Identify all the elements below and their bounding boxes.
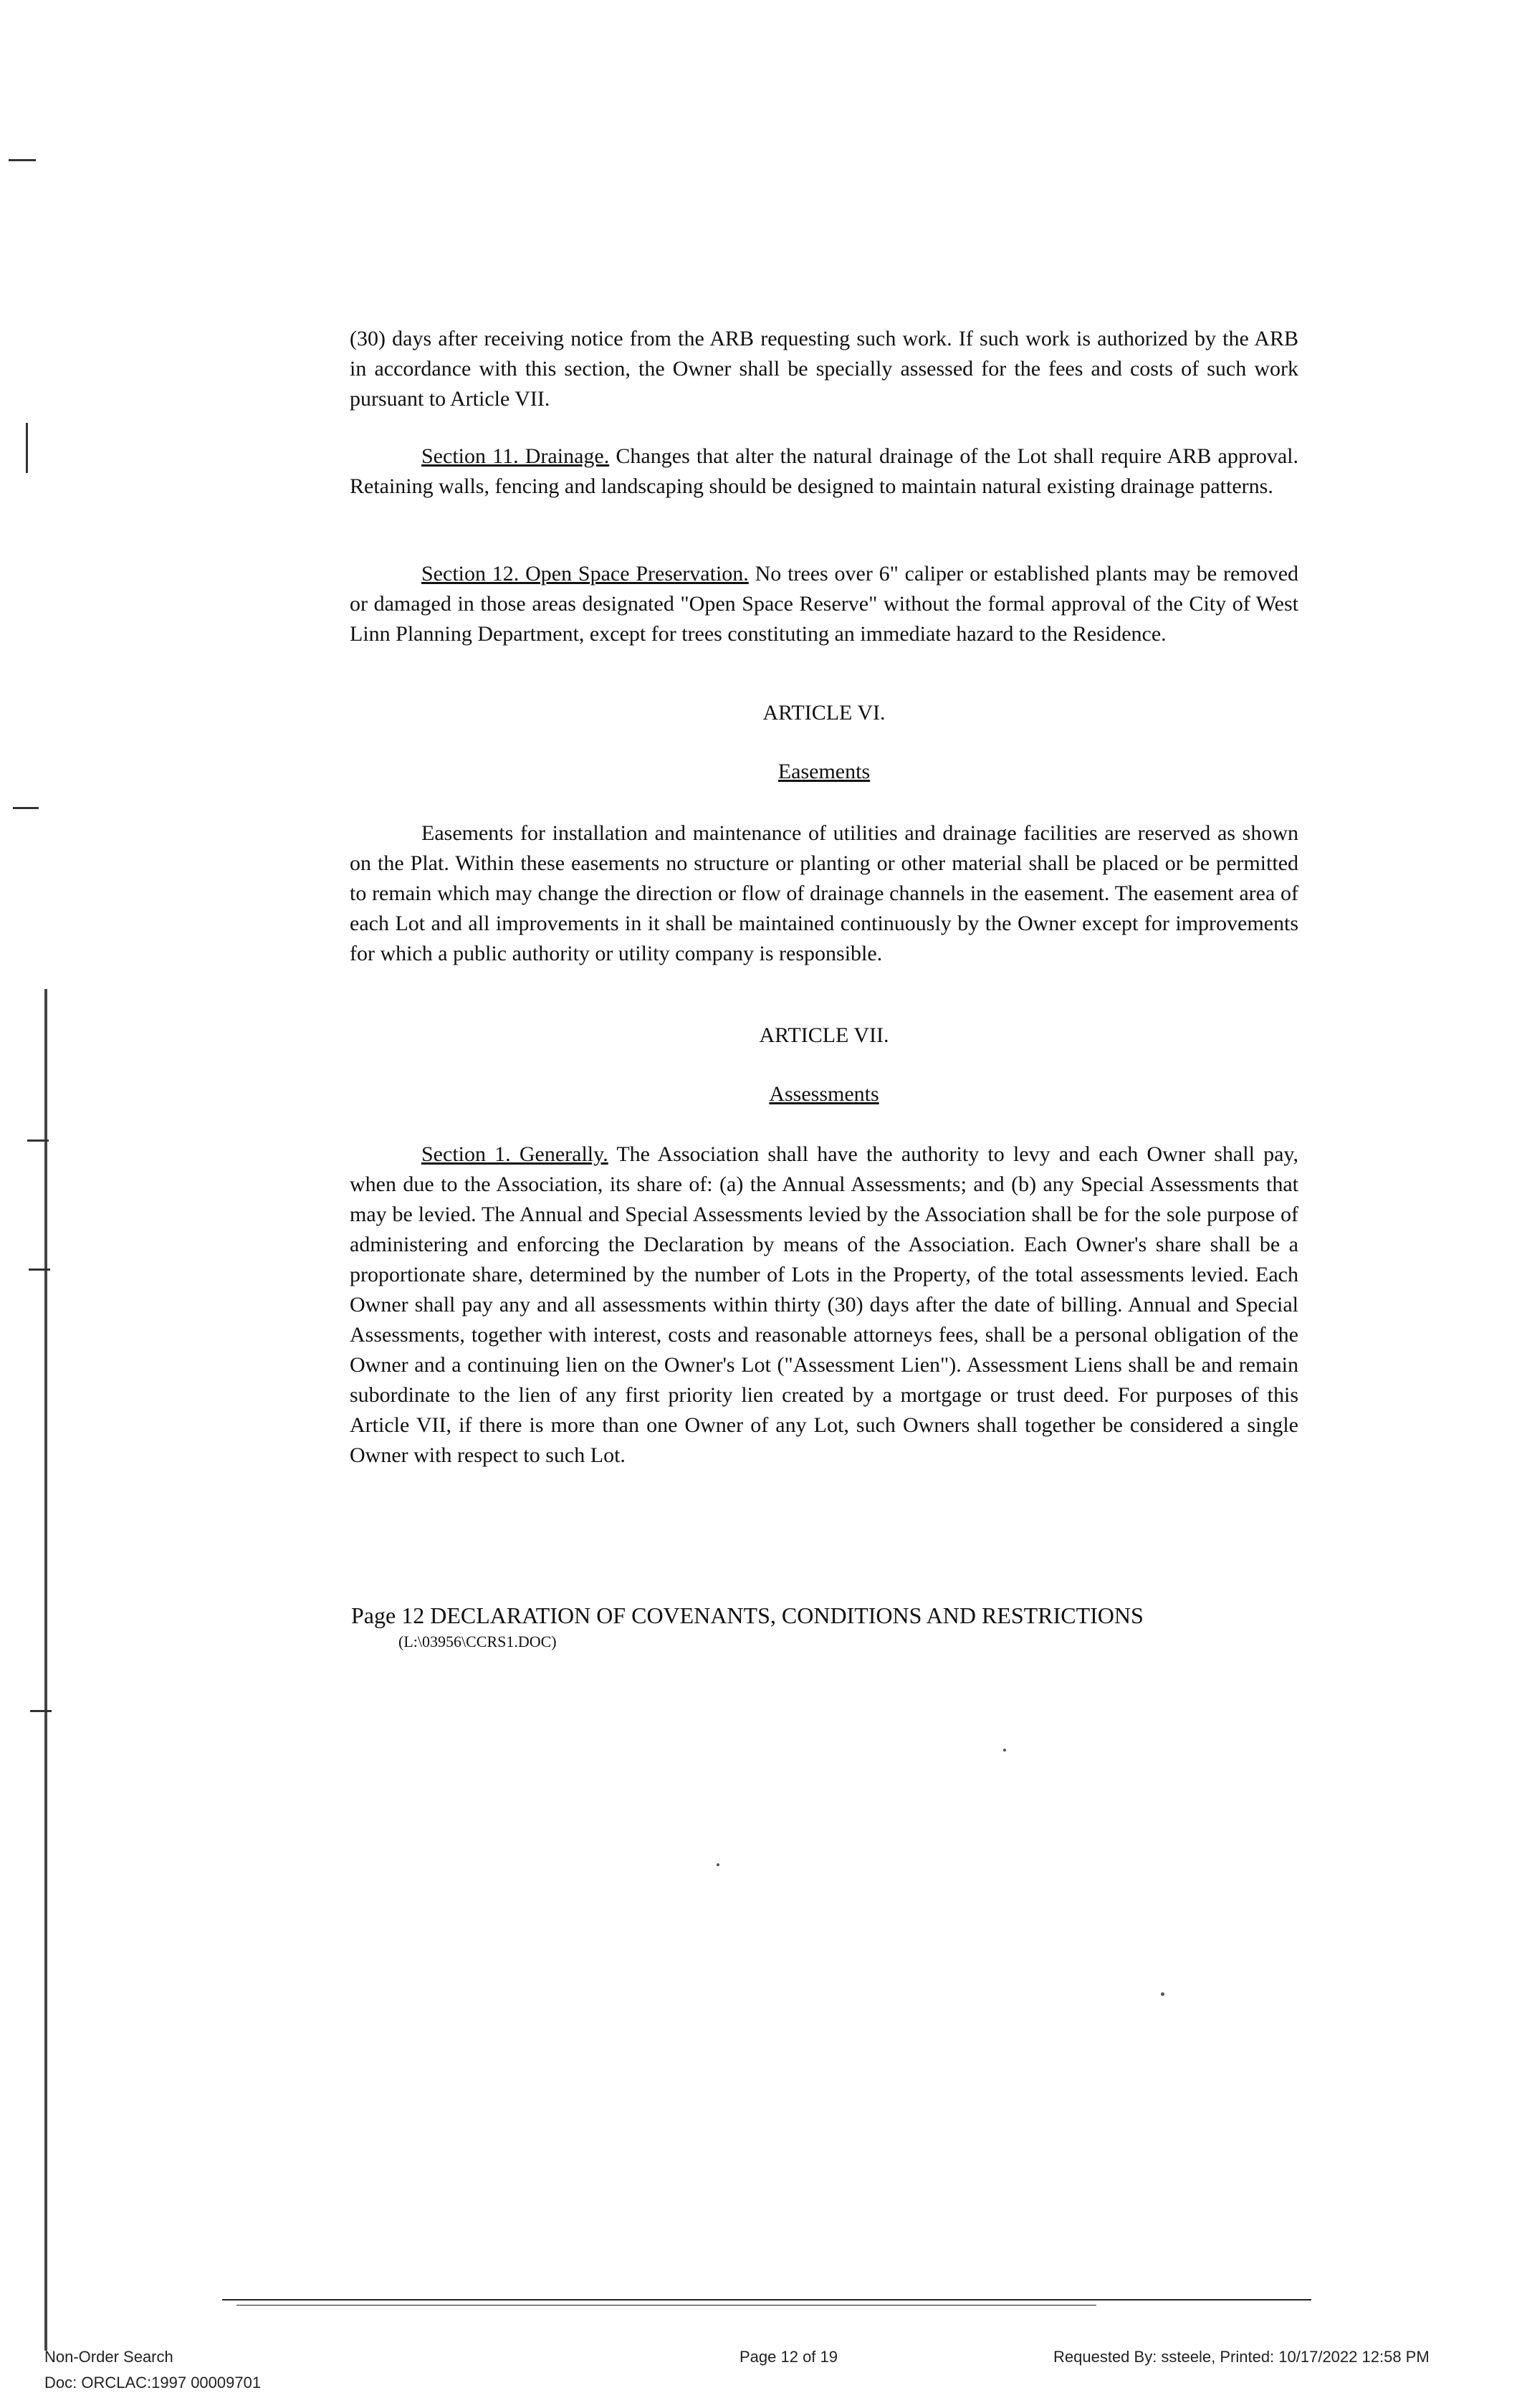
section-12-body: No trees over 6" caliper or established plants may be removed or damaged in those areas designated "Open Space Reserve" without the formal approval of the City of West Linn Planning Department, except for trees constituting an immediate hazard to the Residence.: [350, 562, 1299, 646]
scan-speck: [1161, 1992, 1164, 1996]
scan-mark: [27, 1140, 49, 1142]
scan-mark: [13, 807, 39, 809]
page-footer-file-ref: (L:\03956\CCRS1.DOC): [398, 1633, 557, 1650]
scan-mark: [26, 423, 28, 473]
section-12-heading: Section 12. Open Space Preservation.: [421, 562, 749, 586]
footer-rule: [236, 2305, 1096, 2306]
section-12-paragraph: [350, 559, 1298, 649]
article-7-title: ARTICLE VII.: [759, 1023, 889, 1047]
scan-speck: [717, 1863, 719, 1866]
article-7-section-1-body: The Association shall have the authority to levy and each Owner shall pay, when due to the Association, its share of: (a) the Annual Assessments; and (b) any Special Assessments that may be levied. The Annual and Special Assessments levied by the Association shall be for the sole purpose of administering and enforcing the Declaration by means of the Association. Each Owner's share shall be a proportionate share, determined by the number of Lots in the Property, of the total assessments levied. Each Owner shall pay any and all assessments within thirty (30) days after the date of billing. Annual and Special Assessments, together with interest, costs and reasonable attorneys fees, shall be a personal obligation of the Owner and a continuing lien on the Owner's Lot ("Assessment Lien"). Assessment Liens shall be and remain subordinate to the lien of any first priority lien created by a mortgage or trust deed. For purposes of this Article VII, if there is more than one Owner of any Lot, such Owners shall together be considered a single Owner with respect to such Lot.: [350, 1142, 1298, 1467]
page-footer-label: Page 12: [351, 1602, 425, 1628]
stamp-search-type: Non-Order Search: [44, 2348, 173, 2366]
article-7-section-1-heading: Section 1. Generally.: [421, 1142, 608, 1166]
section-11-heading: Section 11. Drainage.: [421, 444, 610, 468]
article-6-body: Easements for installation and maintenance of utilities and drainage facilities are reserved as shown on the Plat. Within these easements no structure or planting or other material shall be placed or be permitted to remain which may change the direction or flow of drainage channels in the easement. The easement area of each Lot and all improvements in it shall be maintained continuously by the Owner except for improvements for which a public authority or utility company is responsible.: [350, 821, 1298, 965]
section-11-paragraph: [350, 441, 1298, 502]
article-6-subtitle: Easements: [777, 760, 871, 783]
stamp-page-number: Page 12 of 19: [740, 2348, 838, 2366]
scan-mark: [30, 1710, 52, 1712]
scan-mark: [44, 989, 47, 2351]
page-footer-doc-title: DECLARATION OF COVENANTS, CONDITIONS AND RESTRICTIONS: [430, 1602, 1144, 1628]
page-footer-title: [351, 1602, 1144, 1629]
continuation-paragraph: (30) days after receiving notice from the ARB requesting such work. If such work is authorized by the ARB in accordance with this section, the Owner shall be specially assessed for the fees and costs of such work pursuant to Article VII.: [350, 327, 1298, 411]
scan-speck: [1003, 1749, 1006, 1752]
article-7-section-1-paragraph: [350, 1140, 1298, 1471]
article-7-subtitle: Assessments: [769, 1082, 879, 1106]
stamp-document-id: Doc: ORCLAC:1997 00009701: [44, 2374, 262, 2392]
scan-mark: [9, 159, 36, 161]
section-11-body: Changes that alter the natural drainage of the Lot shall require ARB approval. Retaining walls, fencing and landscaping should be designed to maintain natural existing drainage patterns.: [350, 444, 1299, 498]
article-6-title: ARTICLE VI.: [762, 701, 886, 725]
stamp-requested-by: Requested By: ssteele, Printed: 10/17/2022 12:58 PM: [1053, 2348, 1430, 2366]
footer-rule: [222, 2299, 1311, 2300]
scan-mark: [29, 1268, 50, 1271]
